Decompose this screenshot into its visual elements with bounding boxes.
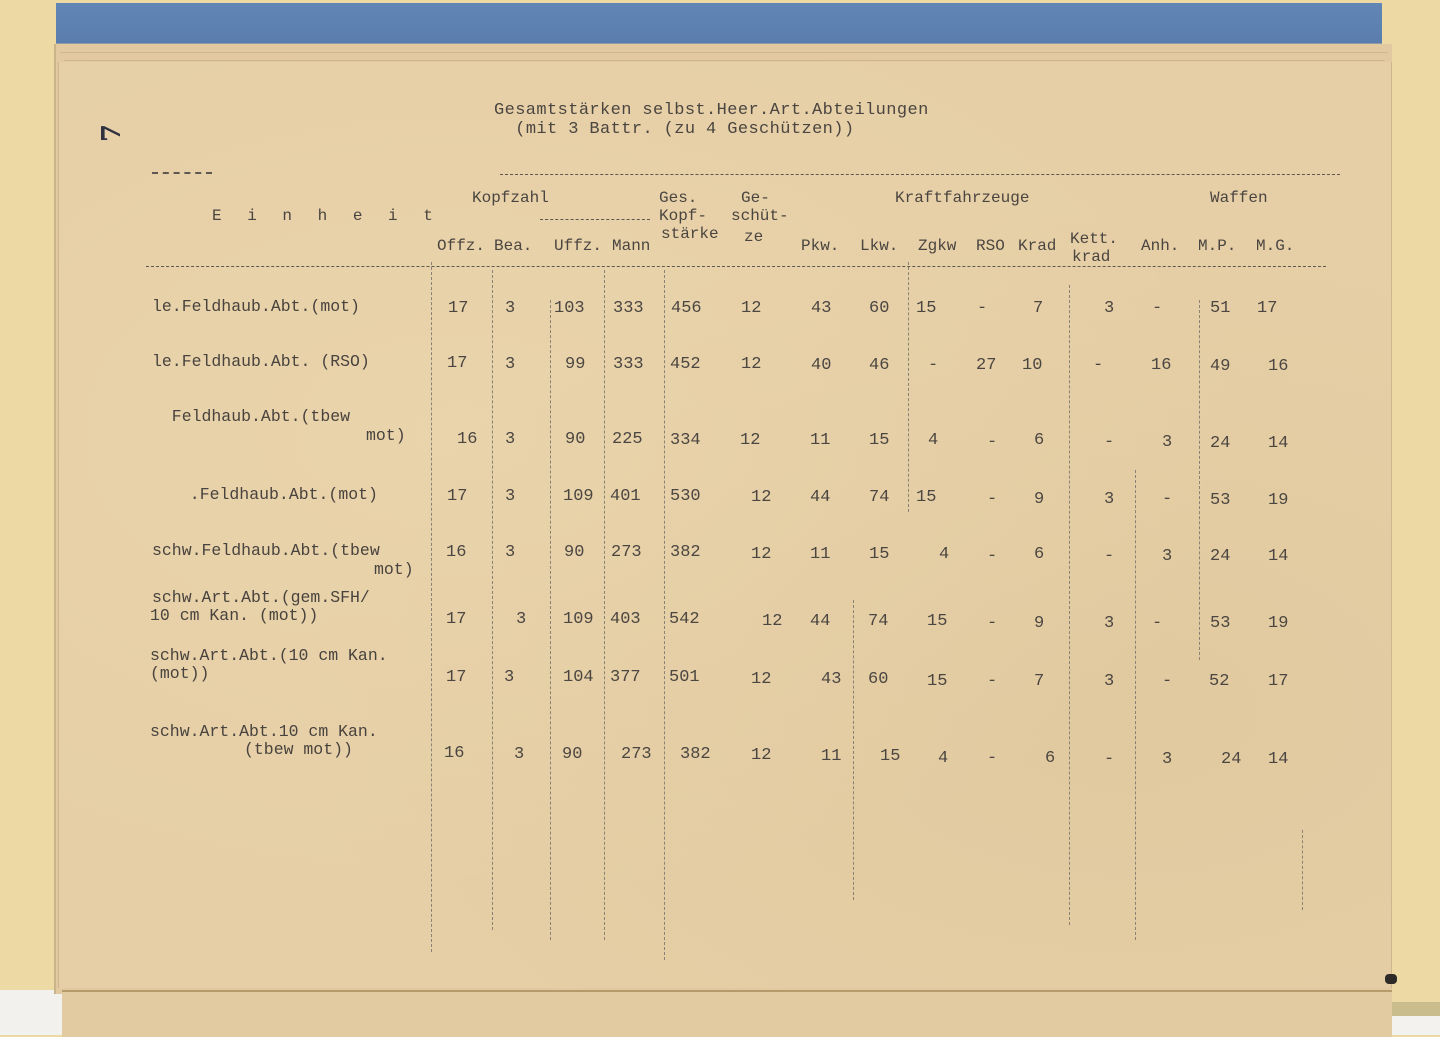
cell-ges-kopfstaerke: 452 bbox=[670, 355, 701, 374]
cell-pkw: 40 bbox=[811, 356, 832, 375]
col-bea: Bea. bbox=[494, 237, 533, 255]
cell-mp: 49 bbox=[1210, 357, 1231, 376]
unit-name: schw.Art.Abt.(gem.SFH/ bbox=[152, 588, 370, 607]
cell-ges-kopfstaerke: 542 bbox=[669, 610, 700, 629]
col-kettkrad-2: krad bbox=[1072, 248, 1111, 266]
cell-ges-kopfstaerke: 382 bbox=[670, 543, 701, 562]
col-kettkrad-1: Kett. bbox=[1070, 230, 1119, 248]
cell-krad: 9 bbox=[1034, 614, 1045, 633]
cell-kettkrad: 3 bbox=[1104, 299, 1115, 318]
header-bottom-rule bbox=[146, 266, 1326, 267]
cell-offz: 17 bbox=[446, 610, 467, 629]
cell-mg: 14 bbox=[1268, 434, 1289, 453]
document-page bbox=[58, 62, 1392, 988]
header-geschuetze-1: Ge- bbox=[741, 189, 770, 207]
cell-rso: 27 bbox=[976, 356, 997, 375]
column-divider bbox=[853, 600, 854, 900]
col-lkw: Lkw. bbox=[860, 237, 899, 255]
cell-mp: 24 bbox=[1210, 434, 1231, 453]
cell-rso: - bbox=[987, 749, 998, 768]
cell-geschuetze: 12 bbox=[741, 299, 762, 318]
title-line-1: Gesamtstärken selbst.Heer.Art.Abteilungen bbox=[494, 101, 929, 120]
cell-ges-kopfstaerke: 334 bbox=[670, 431, 701, 450]
cell-bea: 3 bbox=[505, 355, 516, 374]
cell-offz: 17 bbox=[448, 299, 469, 318]
cell-kettkrad: 3 bbox=[1104, 614, 1115, 633]
cell-rso: - bbox=[987, 672, 998, 691]
cell-kettkrad: - bbox=[1104, 433, 1115, 452]
cell-bea: 3 bbox=[504, 668, 515, 687]
column-divider bbox=[492, 270, 493, 930]
col-mp: M.P. bbox=[1198, 237, 1237, 255]
cell-mann: 403 bbox=[610, 610, 641, 629]
column-divider bbox=[1199, 300, 1200, 660]
cell-anh: - bbox=[1162, 672, 1173, 691]
header-kraftfahrzeuge: Kraftfahrzeuge bbox=[895, 189, 1030, 207]
cell-mann: 333 bbox=[613, 355, 644, 374]
cell-anh: 16 bbox=[1151, 356, 1172, 375]
col-mann: Mann bbox=[612, 237, 651, 255]
cell-pkw: 44 bbox=[810, 612, 831, 631]
cell-zgkw: 4 bbox=[928, 431, 939, 450]
cell-lkw: 74 bbox=[869, 488, 890, 507]
cell-mann: 333 bbox=[613, 299, 644, 318]
cell-mp: 53 bbox=[1210, 614, 1231, 633]
cell-krad: 6 bbox=[1045, 749, 1056, 768]
cell-offz: 16 bbox=[444, 744, 465, 763]
column-divider bbox=[908, 262, 909, 512]
cell-rso: - bbox=[987, 490, 998, 509]
cell-uffz: 109 bbox=[563, 487, 594, 506]
cell-mp: 52 bbox=[1209, 672, 1230, 691]
cell-mg: 16 bbox=[1268, 357, 1289, 376]
cell-offz: 16 bbox=[457, 430, 478, 449]
cell-bea: 3 bbox=[516, 610, 527, 629]
cell-geschuetze: 12 bbox=[740, 431, 761, 450]
cell-ges-kopfstaerke: 501 bbox=[669, 668, 700, 687]
cell-geschuetze: 12 bbox=[751, 545, 772, 564]
cell-pkw: 43 bbox=[821, 670, 842, 689]
cell-mp: 24 bbox=[1221, 750, 1242, 769]
unit-name: le.Feldhaub.Abt. (RSO) bbox=[152, 352, 370, 371]
cell-zgkw: 15 bbox=[927, 612, 948, 631]
cell-zgkw: 4 bbox=[939, 545, 950, 564]
unit-name-cont: (tbew mot)) bbox=[244, 740, 353, 759]
cell-ges-kopfstaerke: 382 bbox=[680, 745, 711, 764]
cell-pkw: 43 bbox=[811, 299, 832, 318]
cell-pkw: 11 bbox=[821, 747, 842, 766]
cell-bea: 3 bbox=[505, 543, 516, 562]
cell-bea: 3 bbox=[505, 430, 516, 449]
cell-lkw: 46 bbox=[869, 356, 890, 375]
header-einheit: E i n h e i t bbox=[212, 207, 441, 225]
col-mg: M.G. bbox=[1256, 237, 1295, 255]
unit-name: schw.Art.Abt.10 cm Kan. bbox=[150, 722, 378, 741]
col-uffz: Uffz. bbox=[554, 237, 603, 255]
cell-lkw: 60 bbox=[869, 299, 890, 318]
col-offz: Offz. bbox=[437, 237, 486, 255]
cell-zgkw: - bbox=[928, 356, 939, 375]
cell-mg: 14 bbox=[1268, 547, 1289, 566]
cell-ges-kopfstaerke: 456 bbox=[671, 299, 702, 318]
cell-geschuetze: 12 bbox=[741, 355, 762, 374]
cell-rso: - bbox=[987, 547, 998, 566]
cell-pkw: 44 bbox=[810, 488, 831, 507]
column-divider bbox=[604, 270, 605, 940]
cell-mann: 225 bbox=[612, 430, 643, 449]
cell-mp: 51 bbox=[1210, 299, 1231, 318]
cell-anh: - bbox=[1152, 299, 1163, 318]
cell-krad: 6 bbox=[1034, 545, 1045, 564]
cell-mp: 53 bbox=[1210, 491, 1231, 510]
cell-rso: - bbox=[987, 433, 998, 452]
cell-uffz: 99 bbox=[565, 355, 586, 374]
cell-lkw: 60 bbox=[868, 670, 889, 689]
backdrop-bottom-right bbox=[1392, 1002, 1440, 1035]
kopfzahl-underline bbox=[540, 219, 650, 220]
cell-uffz: 90 bbox=[562, 745, 583, 764]
header-top-rule bbox=[500, 174, 1340, 175]
cell-geschuetze: 12 bbox=[751, 670, 772, 689]
cell-anh: - bbox=[1152, 614, 1163, 633]
header-kopfzahl: Kopfzahl bbox=[472, 189, 549, 207]
header-ges-kopfstaerke-2: Kopf- bbox=[659, 207, 708, 225]
cell-zgkw: 15 bbox=[916, 299, 937, 318]
cell-mann: 273 bbox=[611, 543, 642, 562]
cell-kettkrad: 3 bbox=[1104, 672, 1115, 691]
cell-mg: 17 bbox=[1257, 299, 1278, 318]
cell-zgkw: 4 bbox=[938, 749, 949, 768]
cell-ges-kopfstaerke: 530 bbox=[670, 487, 701, 506]
next-page-edge bbox=[62, 990, 1392, 1037]
cell-offz: 17 bbox=[446, 668, 467, 687]
blue-cover-strip bbox=[56, 3, 1382, 44]
header-waffen: Waffen bbox=[1210, 189, 1268, 207]
col-rso: RSO bbox=[976, 237, 1005, 255]
column-divider bbox=[664, 270, 665, 960]
col-pkw: Pkw. bbox=[801, 237, 840, 255]
cell-krad: 10 bbox=[1022, 356, 1043, 375]
cell-lkw: 15 bbox=[869, 431, 890, 450]
cell-kettkrad: - bbox=[1093, 356, 1104, 375]
cell-offz: 16 bbox=[446, 543, 467, 562]
cell-kettkrad: - bbox=[1104, 547, 1115, 566]
cell-bea: 3 bbox=[505, 487, 516, 506]
document-title bbox=[494, 101, 929, 139]
header-ges-kopfstaerke-3: stärke bbox=[661, 225, 719, 243]
header-ges-kopfstaerke-1: Ges. bbox=[659, 189, 698, 207]
header-top-rule bbox=[152, 172, 212, 174]
cell-mg: 17 bbox=[1268, 672, 1289, 691]
cell-uffz: 90 bbox=[564, 543, 585, 562]
cell-mg: 19 bbox=[1268, 491, 1289, 510]
cell-geschuetze: 12 bbox=[751, 746, 772, 765]
page-number-mark: 7 bbox=[97, 123, 128, 143]
cell-bea: 3 bbox=[514, 745, 525, 764]
cell-pkw: 11 bbox=[810, 431, 831, 450]
cell-uffz: 90 bbox=[565, 430, 586, 449]
page-edge bbox=[60, 52, 1388, 53]
header-geschuetze-2: schüt- bbox=[731, 207, 789, 225]
cell-mann: 377 bbox=[610, 668, 641, 687]
unit-name: Feldhaub.Abt.(tbew bbox=[152, 407, 351, 426]
cell-kettkrad: 3 bbox=[1104, 490, 1115, 509]
cell-mp: 24 bbox=[1210, 547, 1231, 566]
cell-rso: - bbox=[977, 299, 988, 318]
cell-lkw: 15 bbox=[869, 545, 890, 564]
ink-blot-mark bbox=[1385, 974, 1397, 984]
cell-anh: - bbox=[1162, 490, 1173, 509]
cell-geschuetze: 12 bbox=[751, 488, 772, 507]
cell-anh: 3 bbox=[1162, 750, 1173, 769]
header-geschuetze-3: ze bbox=[744, 228, 764, 246]
cell-geschuetze: 12 bbox=[762, 612, 783, 631]
cell-krad: 7 bbox=[1034, 672, 1045, 691]
unit-name: schw.Feldhaub.Abt.(tbew bbox=[152, 541, 380, 560]
unit-name: .Feldhaub.Abt.(mot) bbox=[170, 485, 378, 504]
cell-mann: 401 bbox=[610, 487, 641, 506]
page-edge bbox=[64, 60, 1384, 61]
column-divider bbox=[431, 262, 432, 952]
cell-uffz: 103 bbox=[554, 299, 585, 318]
unit-name: schw.Art.Abt.(10 cm Kan. bbox=[150, 646, 388, 665]
unit-name-cont: (mot)) bbox=[150, 664, 210, 683]
col-zgkw: Zgkw bbox=[918, 237, 957, 255]
column-divider bbox=[1302, 830, 1303, 910]
title-line-2: (mit 3 Battr. (zu 4 Geschützen)) bbox=[515, 120, 855, 139]
backdrop-bottom-left bbox=[0, 990, 62, 1035]
cell-bea: 3 bbox=[505, 299, 516, 318]
unit-name-cont: mot) bbox=[366, 426, 406, 445]
unit-name-cont: mot) bbox=[374, 560, 414, 579]
cell-uffz: 104 bbox=[563, 668, 594, 687]
cell-offz: 17 bbox=[447, 354, 468, 373]
col-anh: Anh. bbox=[1141, 237, 1180, 255]
unit-name: le.Feldhaub.Abt.(mot) bbox=[152, 297, 360, 316]
cell-krad: 6 bbox=[1034, 431, 1045, 450]
cell-rso: - bbox=[987, 614, 998, 633]
unit-name-cont: 10 cm Kan. (mot)) bbox=[150, 606, 319, 625]
cell-krad: 9 bbox=[1034, 490, 1045, 509]
cell-uffz: 109 bbox=[563, 610, 594, 629]
column-divider bbox=[550, 300, 551, 940]
cell-mg: 19 bbox=[1268, 614, 1289, 633]
cell-mg: 14 bbox=[1268, 750, 1289, 769]
cell-zgkw: 15 bbox=[916, 488, 937, 507]
cell-lkw: 15 bbox=[880, 747, 901, 766]
column-divider bbox=[1135, 470, 1136, 940]
cell-lkw: 74 bbox=[868, 612, 889, 631]
cell-kettkrad: - bbox=[1104, 750, 1115, 769]
cell-anh: 3 bbox=[1162, 433, 1173, 452]
cell-offz: 17 bbox=[447, 487, 468, 506]
cell-anh: 3 bbox=[1162, 547, 1173, 566]
cell-pkw: 11 bbox=[810, 545, 831, 564]
col-krad: Krad bbox=[1018, 237, 1057, 255]
cell-zgkw: 15 bbox=[927, 672, 948, 691]
cell-mann: 273 bbox=[621, 745, 652, 764]
cell-krad: 7 bbox=[1033, 299, 1044, 318]
column-divider bbox=[1069, 285, 1070, 925]
